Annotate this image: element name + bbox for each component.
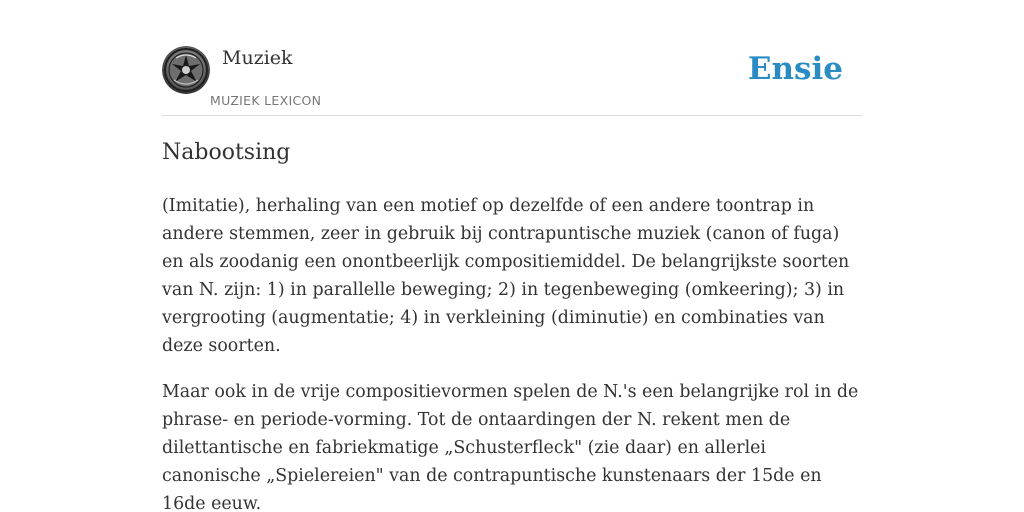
brand-logo[interactable]: Ensie [747, 51, 843, 87]
emblem-icon[interactable] [162, 46, 210, 94]
page-title: Nabootsing [162, 140, 291, 165]
article-paragraph: (Imitatie), herhaling van een motief op dezelfde of een andere toontrap in andere stemmen, zeer in gebruik bij contrapuntische muziek (canon of fuga) en als zoodanig een onontbeerlijk compositiemiddel. De belangrijkste soorten van N. zijn: 1) in parallelle beweging; 2) in tegenbeweging (omkeering); 3) in vergrooting (augmentatie; 4) in verkleining (diminutie) en combinaties van deze soorten. [162, 196, 850, 356]
article-body [162, 192, 862, 512]
source-subtitle[interactable]: MUZIEK LEXICON [210, 93, 322, 108]
source-name[interactable]: Muziek [222, 47, 293, 69]
source-header [162, 46, 862, 116]
article-paragraph: Maar ook in de vrije compositievormen spelen de N.'s een belangrijke rol in de phrase- en periode-vorming. Tot de ontaardingen der N. rekent men de dilettantische en fabriekmatige „Schusterfleck" (zie daar) en allerlei canonische „Spielereien" van de contrapuntische kunstenaars der 15de en 16de eeuw. [162, 382, 859, 512]
